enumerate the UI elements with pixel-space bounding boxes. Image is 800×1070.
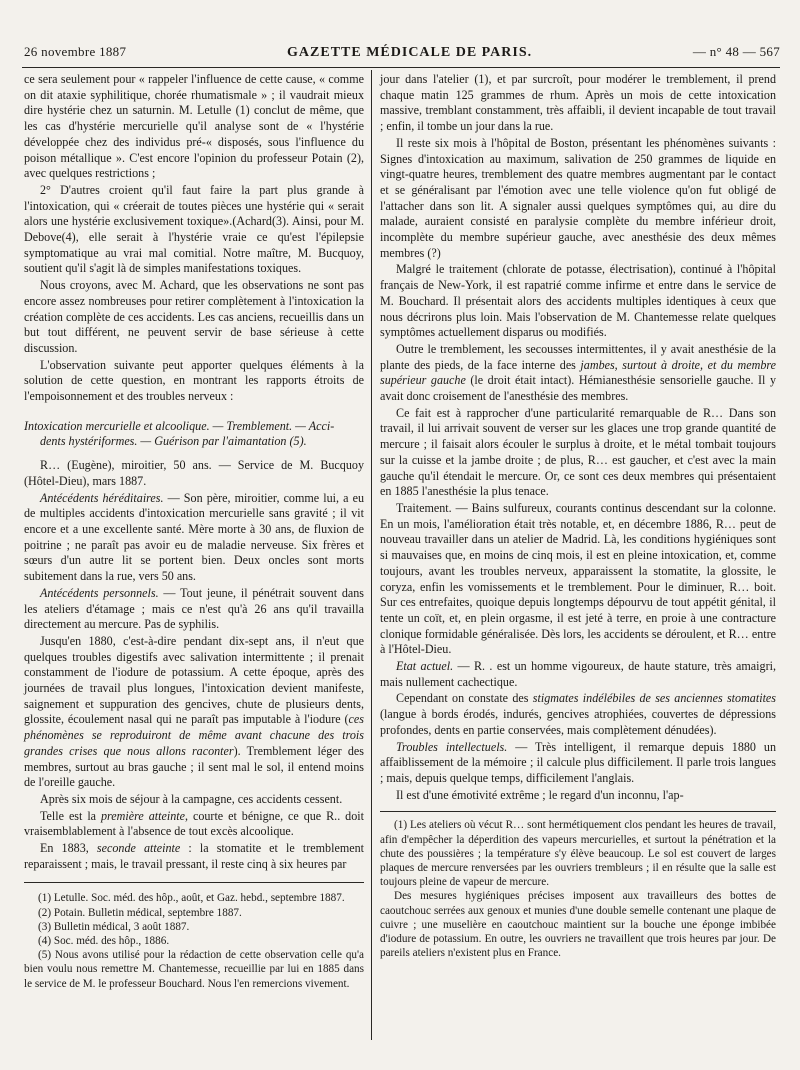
section-label: Etat actuel. [396, 659, 454, 674]
footnote: (5) Nous avons utilisé pour la rédaction de cette observation celle qu'a bien voulu nous remettre M. Chantemesse, recueillie par lui en 1885 dans le service de M. le professeur Bouchard. Nous l'en remercions vivement. [24, 949, 364, 990]
observation-title [24, 419, 364, 450]
paragraph-text: — R. . est un homme vigoureux, de haute stature, très amaigri, mais nullement cachectique. [380, 659, 776, 689]
paragraph [24, 841, 364, 872]
paragraph: Traitement. — Bains sulfureux, courants continus descendant sur la colonne. En un mois, l'amélioration était très notable, et, en décembre 1886, R… peut de nouveau travailler dans un atelier de Madrid. Là, les conditions hygiéniques sont si mauvaises que, en moins de cinq mois, il est en pleine intoxication, et, comme toujours, avant les troubles nerveux, apparaissent la stomatite, la glossite, le coryza, enfin les vomissements et le tremblement. Pour le diminuer, R… boit. Sur ces entrefaites, quoique depuis longtemps dépourvu de tout appétit génital, il tente un coït, et, en plein orgasme, il est jeté à terre, en proie à une contracture clonique formidable généralisée. Dès lors, les accidents se déroulent, et R… entre à l'Hôtel-Dieu. [380, 500, 776, 657]
issue-number-and-page [693, 44, 780, 60]
italic-text: jambes, surtout à droite, et du membre supérieur gauche [380, 357, 776, 388]
italic-text: première atteinte [101, 808, 185, 823]
paragraph [24, 491, 364, 585]
paragraph: Nous croyons, avec M. Achard, que les observations ne sont pas encore assez nombreuses pour retirer complètement à l'intoxication la création complète de ces accidents. Les cas anciens, recueillis dans un but tout différent, ne peuvent servir de base sérieuse à cette discussion. [24, 278, 364, 355]
footnote: (4) Soc. méd. des hôp., 1886. [38, 935, 170, 948]
paragraph-text: Telle est la [40, 808, 101, 823]
paragraph: Après six mois de séjour à la campagne, ces accidents cessent. [40, 791, 343, 806]
paragraph [24, 586, 364, 633]
paragraph: Malgré le traitement (chlorate de potasse, électrisation), continué à l'hôpital français de New-York, il est rapatrié comme infirme et entre dans le service de M. Bouchard. Il présentait alors des accidents multiples identiques à ceux que nous décrirons plus loin. Mais l'observation de M. Chantemesse relate quelques symptômes actuellement disparus ou modifiés. [380, 262, 776, 340]
paragraph-text: — Très intelligent, il remarque depuis 1880 un affaiblissement de la mémoire ; il calcule plus difficilement. Il parle trois langues ; mais, depuis quelque temps, difficilement l'anglais. [380, 739, 776, 785]
paragraph: L'observation suivante peut apporter quelques éléments à la solution de cette question, en montrant les rapports étroits de l'empoisonnement et des troubles nerveux : [24, 357, 364, 404]
paragraph: ce sera seulement pour « rappeler l'influence de cette cause, « comme on dit ataxie syphilitique, chorée rhumatismale » ; il vaudrait mieux dire hystérie chez un saturnin. M. Letulle (1) conclut de même, que les cas d'hystérie mercurielle qu'il analyse sont de « l'hystérie développée chez des individus pré-« disposés, sous l'influence du poison métallique ». C'est encore l'opinion du professeur Potain (2), avec quelques restrictions ; [24, 72, 364, 181]
left-column [24, 72, 364, 991]
paragraph-text: Outre le tremblement, les secousses intermittentes, il y avait anesthésie de la plante des pieds, de la face interne des [380, 341, 776, 372]
page-header [24, 44, 780, 64]
page-number: 567 [759, 44, 780, 59]
paragraph: 2° D'autres croient qu'il faut faire la part plus grande à l'intoxication, qui « créerait de toutes pièces une hystérie qui « serait alors une hystérie exclusivement toxique».(Achard(3). Ainsi, pour M. Debove(4), elle serait à l'hystérie vraie ce qu'est l'épilepsie symptomatique au vrai mal comitial. Notre maître, M. Bucquoy, soutient qu'il s'agit là de simples manifestations toxiques. [24, 182, 364, 276]
paragraph: Ce fait est à rapprocher d'une particularité remarquable de R… Dans son travail, il lui arrivait souvent de verser sur les glaces une trop grande quantité de mercure ; il faisait alors écouler le surplus à droite, et le métal tombait toujours sur la cuisse et la jambe droite ; de plus, R… est gaucher, et c'est avec la main gauche qu'il étendait le mercure. Or, ce sont ces deux membres qui présentaient en 1885 l'anesthésie la plus tenace. [380, 405, 776, 499]
paragraph-text: , courte et bénigne, ce que R.. doit vraisemblablement à l'absence de tout excès alcoolique. [24, 808, 364, 839]
section-label: Antécédents personnels. [40, 585, 159, 600]
paragraph [380, 740, 776, 787]
column-divider [371, 70, 372, 1040]
paragraph [24, 634, 364, 791]
italic-text: stigmates indélébiles de ses anciennes stomatites [532, 691, 777, 706]
footnote: (1) Les ateliers où vécut R… sont hermétiquement clos pendant les heures de travail, afin d'empêcher la déperdition des vapeurs mercurielles, et surtout la pénétration et la chute des poussières ; la température s'y élève beaucoup. Le sol est couvert de larges plaques de mercure renversées par les ouvriers trembleurs ; il en résulte que la salle est toujours pleine de vapeur de mercure. [380, 819, 776, 889]
footnote-rule [380, 811, 776, 812]
paragraph: Il est d'une émotivité extrême ; le regard d'un inconnu, l'ap- [396, 787, 684, 802]
section-label: Troubles intellectuels. [396, 739, 508, 754]
italic-text: ces phénomènes se reproduiront de même avant chacune des trois grandes crises que nous allons raconter [24, 712, 364, 758]
journal-title: GAZETTE MÉDICALE DE PARIS. [287, 45, 533, 60]
paragraph-text: — Son père, miroitier, comme lui, a eu de multiples accidents d'intoxication mercurielle sans gravité ; il vit encore et a une excellente santé. Mère morte à 30 ans, de fluxion de poitrine ; ne paraît pas avoir eu de maladie nerveuse. Six frères et sœurs d'un autre lit se portent bien. Deux oncles sont morts subitement dans la rue, vers 50 ans. [24, 490, 364, 584]
paragraph [380, 691, 776, 738]
footnote-rule [24, 882, 364, 883]
paragraph: jour dans l'atelier (1), et par surcroît, pour modérer le tremblement, il prend chaque matin 125 grammes de rhum. Après un mois de cette intoxication massive, tremblant constamment, très affaibli, il devient incapable de tout travail ; enfin, il tombe un jour dans la rue. [380, 72, 776, 134]
paragraph-text: (langue à bords érodés, indurés, gencives atrophiées, couvertes de dépressions profondes, dents en partie conservées, mais complètement dénudées). [380, 707, 776, 737]
issue-date: 26 novembre 1887 [24, 44, 127, 59]
paragraph-text: — Tout jeune, il pénétrait souvent dans les ateliers d'étamage ; mais ce n'est qu'à 26 ans qu'il travailla directement au mercure. Pas de syphilis. [24, 585, 365, 632]
paragraph [380, 342, 776, 405]
paragraph [380, 659, 776, 690]
title-line-2: dents hystériformes. — Guérison par l'aimantation (5). [40, 434, 307, 449]
paragraph-text: En 1883, [40, 841, 97, 856]
section-label: Antécédents héréditaires. [40, 490, 164, 505]
header-rule [22, 67, 780, 68]
italic-text: seconde atteinte [96, 841, 181, 856]
footnote: (2) Potain. Bulletin médical, septembre 1887. [38, 906, 242, 919]
issue-number: — n° 48 — [692, 44, 757, 59]
paragraph [24, 809, 364, 840]
paragraph: Il reste six mois à l'hôpital de Boston, présentant les phénomènes suivants : Signes d'intoxication au maximum, salivation de 250 grammes de liquide en vingt-quatre heures, tremblement des quatre membres augmentant par le contact et se généralisant par l'émotion avec une telle violence qu'on fut obligé de l'attacher dans son lit. A signaler aussi quelques symptômes qui, au dire du malade, auraient consisté en paralysie complète du membre inférieur droit, incomplète du membre supérieur gauche, avec anesthésie des deux mêmes membres (?) [380, 135, 776, 260]
paragraph-text: (le droit était intact). Hémianesthésie sensorielle gauche. Il y avait donc croisement de l'anesthésie des membres. [380, 373, 776, 404]
footnote: (1) Letulle. Soc. méd. des hôp., août, et Gaz. hebd., septembre 1887. [38, 892, 345, 905]
paragraph-text: : la stomatite et le tremblement reparaissent ; mais, le travail pressant, il reste cinq à six heures par [24, 841, 365, 871]
footnote: (3) Bulletin médical, 3 août 1887. [38, 920, 190, 933]
paragraph: R… (Eugène), miroitier, 50 ans. — Service de M. Bucquoy (Hôtel-Dieu), mars 1887. [24, 458, 364, 488]
right-column [380, 72, 776, 960]
footnote: Des mesures hygiéniques précises imposent aux travailleurs des bottes de caoutchouc serrées aux genoux et munies d'une double semelle contenant une plaque de cuivre ; une muselière en caoutchouc maintient sur la bouche une éponge imbibée d'iodure de potassium. En outre, les ouvriers ne travaillent que trois heures par jour. De pareils ateliers n'existent plus en France. [380, 890, 776, 960]
paragraph-text: Cependant on constate des [396, 691, 533, 706]
title-line-1: Intoxication mercurielle et alcoolique. — Tremblement. — Acci- [24, 418, 335, 433]
paragraph-text: Jusqu'en 1880, c'est-à-dire pendant dix-sept ans, il n'eut que quelques troubles digestifs avec salivation intermittente ; il prenait constamment de l'iodure de potassium. A cette époque, après des journées de travail plus longues, l'intoxication devient manifeste, saignement et suppuration des gencives, chute de plusieurs dents, glossite, écoulement nasal qui ne paraît pas imputable à l'iodure ( [24, 633, 364, 727]
paragraph-text: ). Tremblement léger des membres, surtout au bras gauche ; il sent mal le sol, il entend moins de l'oreille gauche. [24, 743, 364, 790]
